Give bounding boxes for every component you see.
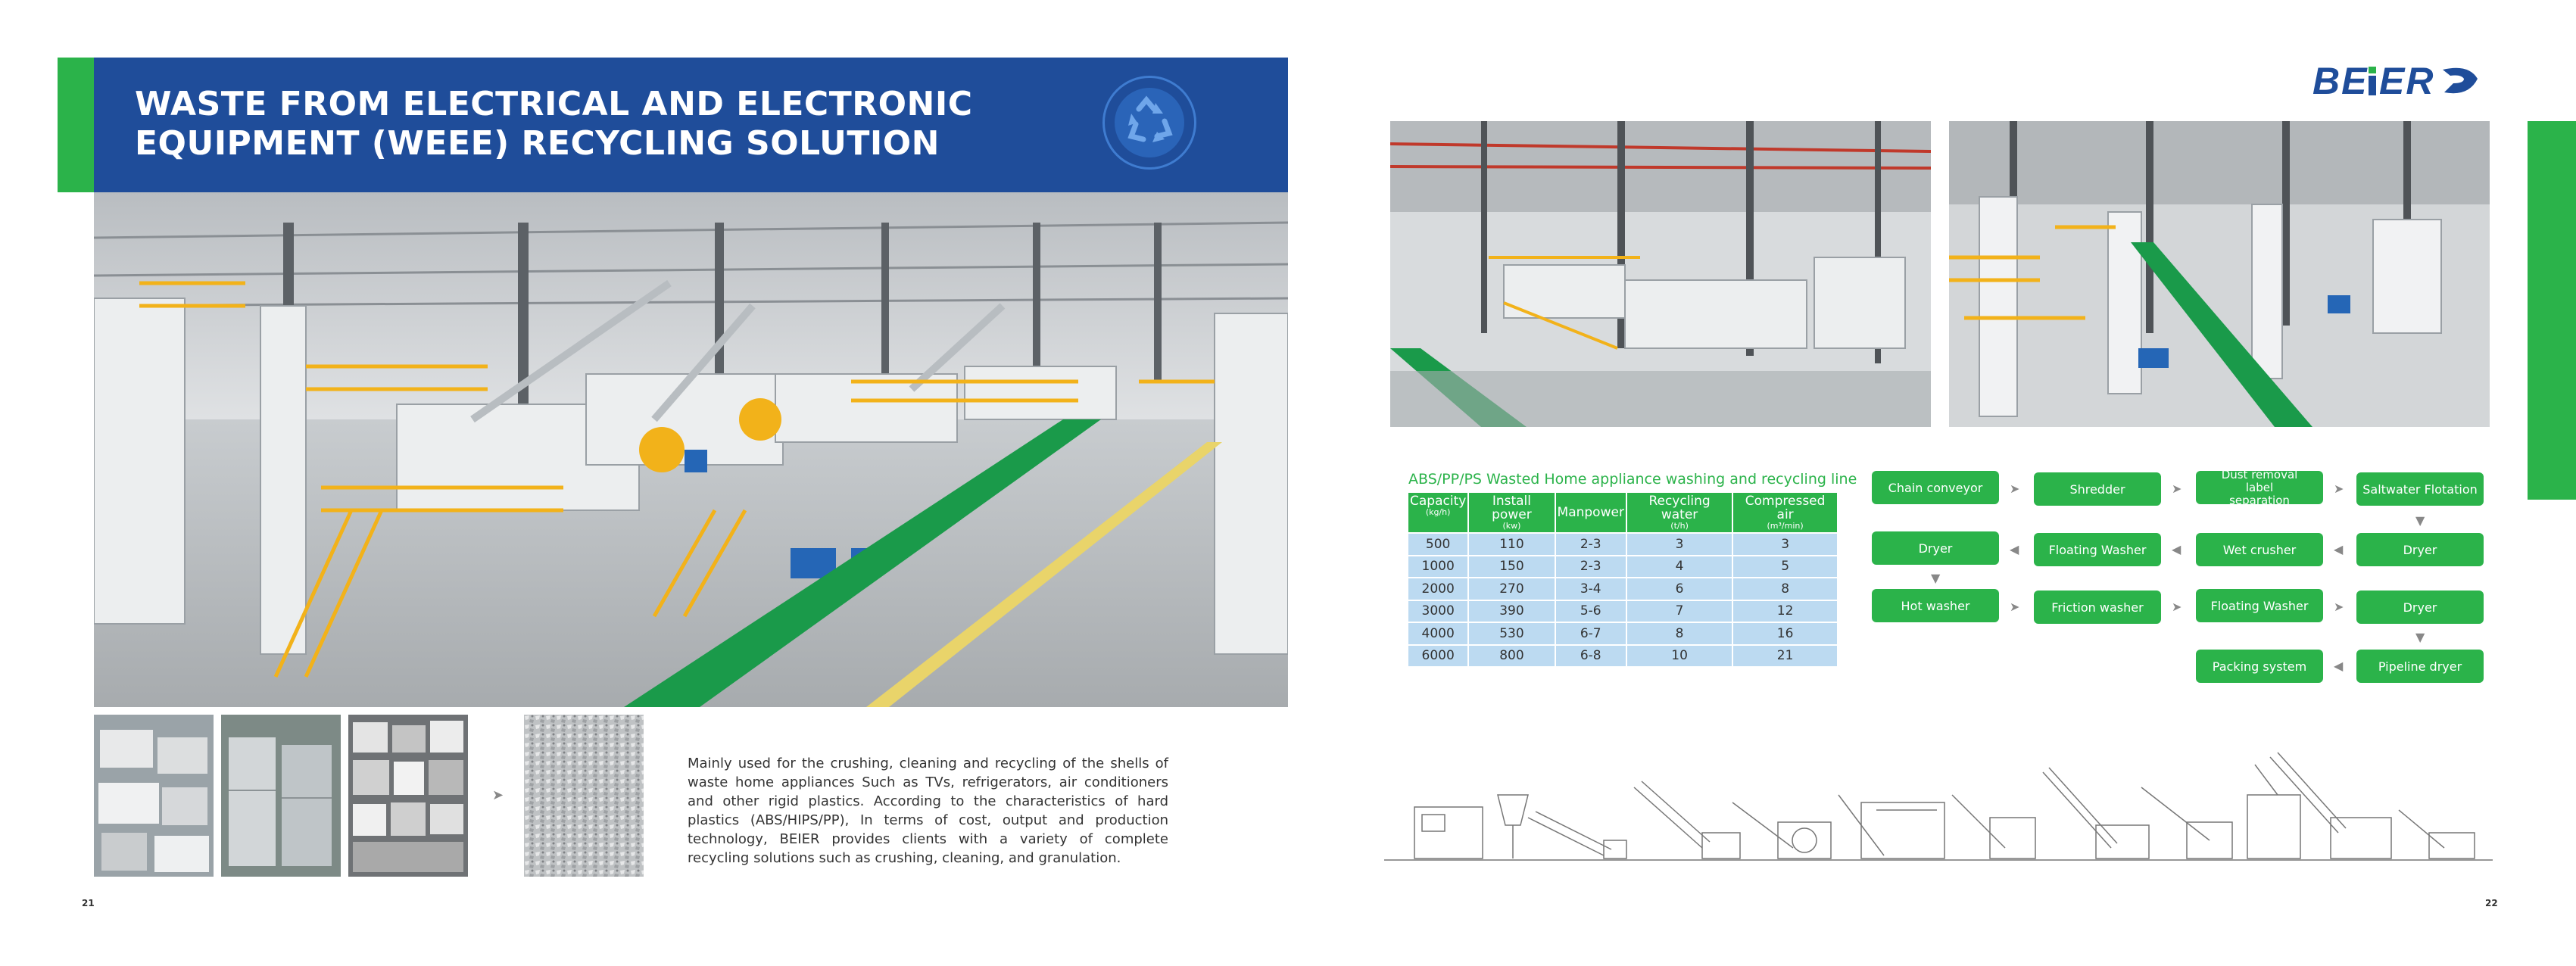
table-row (1408, 622, 1838, 645)
cell: 16 (1732, 622, 1838, 645)
flow-step-floating-washer-1: Floating Washer (2034, 533, 2161, 566)
green-accent-bar-right (2528, 121, 2576, 500)
cell: 4 (1626, 556, 1732, 578)
cell: 530 (1468, 622, 1555, 645)
arrow-down-icon: ▼ (2415, 513, 2425, 528)
flow-step-friction-washer: Friction washer (2034, 591, 2161, 624)
col-header-compressed-air: Compressed air (m³/min) (1732, 493, 1838, 533)
cell: 150 (1468, 556, 1555, 578)
cell: 5 (1732, 556, 1838, 578)
table-row (1408, 600, 1838, 623)
cell: 2-3 (1555, 556, 1626, 578)
col-header-install-power: Install power (kw) (1468, 493, 1555, 533)
flow-step-floating-washer-2: Floating Washer (2196, 589, 2323, 622)
arrow-left-icon: ◀ (2172, 542, 2181, 556)
arrow-right-icon: ➤ (492, 787, 504, 803)
arrow-left-icon: ◀ (2334, 659, 2344, 673)
flow-step-dryer-1: Dryer (1872, 531, 1999, 565)
flow-step-dust-removal: Dust removal label separation (2196, 471, 2323, 504)
cell: 4000 (1408, 622, 1468, 645)
cell: 8 (1732, 578, 1838, 600)
cell: 110 (1468, 533, 1555, 556)
cell: 3 (1626, 533, 1732, 556)
cell: 6 (1626, 578, 1732, 600)
svg-text:ER: ER (2379, 61, 2435, 100)
col-header-manpower: Manpower (1555, 493, 1626, 533)
cell: 800 (1468, 645, 1555, 667)
flow-step-pipeline-dryer: Pipeline dryer (2356, 650, 2484, 683)
title-line-1: WASTE FROM ELECTRICAL AND ELECTRONIC (135, 85, 973, 123)
green-accent-bar (58, 58, 94, 192)
svg-text:BE: BE (2312, 61, 2369, 100)
cell: 2000 (1408, 578, 1468, 600)
page-number-left: 21 (82, 898, 95, 908)
flow-step-saltwater-flotation: Saltwater Flotation (2356, 472, 2484, 506)
washing-line-photo-1 (1390, 121, 1931, 427)
thumbnail-refrigerators (221, 715, 341, 877)
cell: 3000 (1408, 600, 1468, 623)
table-row (1408, 533, 1838, 556)
arrow-right-icon: ➤ (2172, 600, 2182, 614)
arrow-down-icon: ▼ (2415, 630, 2425, 644)
flow-step-chain-conveyor: Chain conveyor (1872, 471, 1999, 504)
recycle-icon (1102, 76, 1196, 170)
thumbnail-appliance-scrap (348, 715, 468, 877)
flow-step-shredder: Shredder (2034, 472, 2161, 506)
cell: 10 (1626, 645, 1732, 667)
arrow-right-icon: ➤ (2334, 481, 2344, 496)
beier-logo (2312, 61, 2484, 100)
flow-step-dryer-2: Dryer (2356, 533, 2484, 566)
arrow-right-icon: ➤ (2334, 600, 2344, 614)
arrow-right-icon: ➤ (2010, 600, 2020, 614)
cell: 8 (1626, 622, 1732, 645)
cell: 6-7 (1555, 622, 1626, 645)
plastic-flakes-photo (524, 715, 644, 877)
cell: 1000 (1408, 556, 1468, 578)
production-line-drawing (1384, 749, 2493, 863)
flow-step-wet-crusher: Wet crusher (2196, 533, 2323, 566)
page-title (135, 85, 1043, 164)
flow-step-dryer-3: Dryer (2356, 591, 2484, 624)
cell: 3-4 (1555, 578, 1626, 600)
title-line-2: EQUIPMENT (WEEE) RECYCLING SOLUTION (135, 124, 940, 163)
cell: 6000 (1408, 645, 1468, 667)
col-header-capacity: Capacity (kg/h) (1408, 493, 1468, 533)
table-title: ABS/PP/PS Wasted Home appliance washing and recycling line (1408, 471, 1857, 488)
factory-main-photo (94, 192, 1288, 707)
thumbnail-air-conditioners (94, 715, 214, 877)
cell: 3 (1732, 533, 1838, 556)
cell: 390 (1468, 600, 1555, 623)
cell: 21 (1732, 645, 1838, 667)
arrow-left-icon: ◀ (2010, 542, 2019, 556)
flow-step-packing-system: Packing system (2196, 650, 2323, 683)
table-row (1408, 645, 1838, 667)
arrow-right-icon: ➤ (2172, 481, 2182, 496)
table-row (1408, 556, 1838, 578)
spec-table (1408, 493, 1838, 666)
page-number-right: 22 (2485, 898, 2498, 908)
description-text: Mainly used for the crushing, cleaning and recycling of the shells of waste home appliances Such as TVs, refrigerators, air conditioners and other rigid plastics. According to the characteristics of hard plastics (ABS/HIPS/PP), In terms of cost, output and production technology, BEIER provides clients with a variety of complete recycling solutions such as crushing, cleaning, and granulation. (688, 756, 1168, 866)
cell: 6-8 (1555, 645, 1626, 667)
cell: 7 (1626, 600, 1732, 623)
col-header-recycling-water: Recycling water (t/h) (1626, 493, 1732, 533)
table-row (1408, 578, 1838, 600)
washing-line-photo-2 (1949, 121, 2490, 427)
flow-step-hot-washer: Hot washer (1872, 589, 1999, 622)
cell: 500 (1408, 533, 1468, 556)
arrow-left-icon: ◀ (2334, 542, 2344, 556)
arrow-down-icon: ▼ (1931, 571, 1941, 585)
cell: 12 (1732, 600, 1838, 623)
table-header-row (1408, 493, 1838, 533)
arrow-right-icon: ➤ (2010, 481, 2020, 496)
cell: 270 (1468, 578, 1555, 600)
cell: 2-3 (1555, 533, 1626, 556)
cell: 5-6 (1555, 600, 1626, 623)
